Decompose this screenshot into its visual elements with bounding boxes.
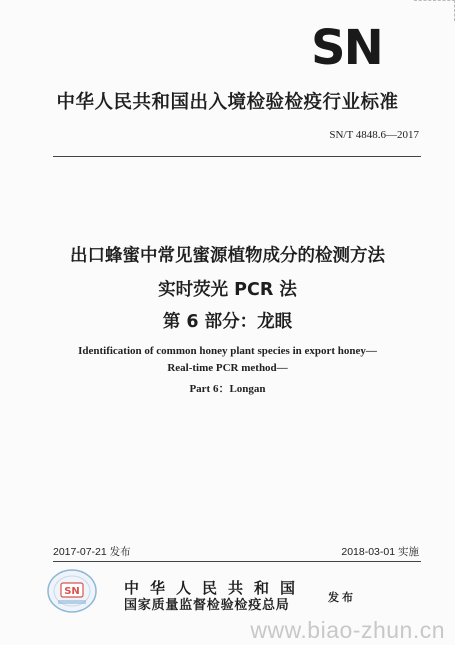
issuer-agency: 国家质量监督检验检疫总局 [124, 598, 290, 613]
top-divider [53, 156, 421, 157]
standard-category-title: 中华人民共和国出入境检验检疫行业标准 [56, 92, 399, 113]
implementation-date: 2018-03-01 实施 [341, 546, 419, 558]
publish-label: 发布 [328, 591, 356, 604]
svg-text:SN: SN [64, 586, 80, 597]
bottom-divider [53, 561, 421, 562]
issuer-block [124, 579, 306, 615]
website-watermark: www.biao-zhun.cn [250, 617, 445, 643]
chinese-title-line-1: 出口蜂蜜中常见蜜源植物成分的检测方法 [70, 246, 385, 266]
sn-logo: SN [311, 20, 382, 76]
english-title-line-1: Identification of common honey plant species in export honey— [78, 345, 377, 357]
official-seal-icon [44, 567, 100, 615]
standard-number: SN/T 4848.6—2017 [329, 129, 419, 141]
chinese-title-line-3: 第 6 部分：龙眼 [162, 312, 293, 332]
english-title-line-2: Real-time PCR method— [167, 362, 288, 374]
issuer-country: 中华人民共和国 [124, 579, 307, 597]
issue-date: 2017-07-21 发布 [53, 546, 131, 558]
corner-dashed-mark [414, 0, 455, 21]
english-title-line-3: Part 6：Longan [189, 383, 266, 395]
chinese-title-line-2: 实时荧光 PCR 法 [158, 280, 297, 300]
